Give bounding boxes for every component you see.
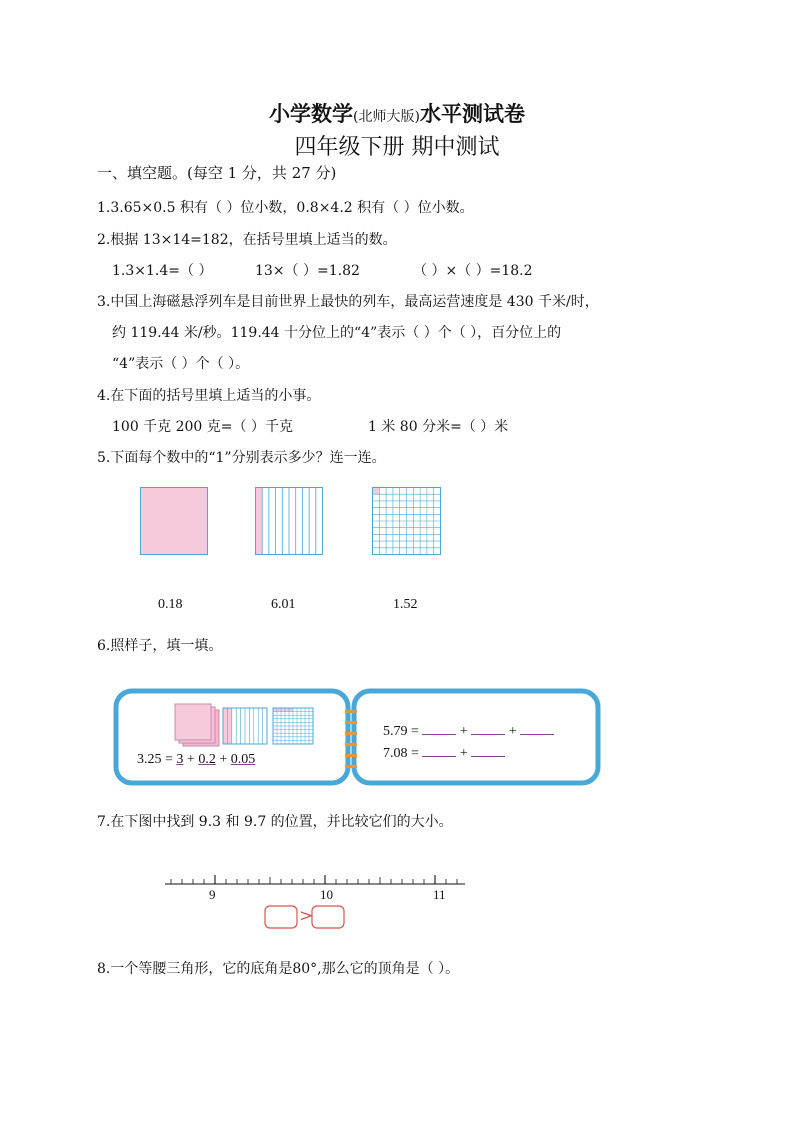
task-1-eq: =: [411, 724, 419, 739]
greater-than-sign: >: [299, 906, 314, 926]
question-8: 8.一个等腰三角形，它的底角是80°,那么它的顶角是（ ）。: [97, 961, 460, 977]
tick-label-9: 9: [209, 887, 216, 902]
question-1: 1.3.65×0.5 积有（ ）位小数，0.8×4.2 积有（ ）位小数。: [97, 200, 474, 216]
example-hundredth-fill: [273, 708, 293, 712]
number-line: [160, 872, 470, 932]
hundredth-fill: [373, 488, 380, 495]
tenth-fill: [256, 488, 263, 555]
question-4: 4.在下面的括号里填上适当的小事。: [97, 388, 321, 404]
pink-square-figure: [140, 487, 210, 557]
question-2-item-2: 13×（ ）=1.82: [255, 263, 360, 279]
task-2-equation: [383, 746, 505, 762]
task-2-plus-1: +: [459, 746, 468, 761]
example-plus-2: +: [219, 752, 228, 767]
example-equation: [137, 752, 255, 768]
task-1-equation: [383, 724, 554, 740]
task-1-blank-2[interactable]: [471, 734, 505, 735]
number-option-1: 0.18: [158, 597, 183, 612]
question-3-line-2: 约 119.44 米/秒。119.44 十分位上的“4”表示（ ）个（ ），百分位上的: [112, 325, 562, 341]
task-1-blank-3[interactable]: [520, 734, 554, 735]
task-2-eq: =: [411, 746, 419, 761]
task-2-blank-1[interactable]: [422, 756, 456, 757]
question-7: 7.在下图中找到 9.3 和 9.7 的位置，并比较它们的大小。: [97, 814, 453, 830]
task-1-plus-2: +: [508, 724, 517, 739]
hundredths-grid-figure: [372, 487, 444, 557]
page-subtitle: 四年级下册 期中测试: [294, 135, 500, 160]
example-a: 3: [176, 752, 184, 767]
number-option-3: 1.52: [393, 597, 418, 612]
task-1-plus-1: +: [459, 724, 468, 739]
question-2-item-1: 1.3×1.4=（ ）: [112, 263, 213, 279]
section-heading: 一、填空题。(每空 1 分，共 27 分): [97, 164, 337, 182]
number-option-2: 6.01: [271, 597, 296, 612]
example-plus-1: +: [186, 752, 195, 767]
question-6: 6.照样子，填一填。: [97, 638, 223, 654]
task-2-blank-2[interactable]: [471, 756, 505, 757]
title-part-a: 小学数学: [269, 101, 354, 126]
task-1-blank-1[interactable]: [422, 734, 456, 735]
example-lhs: 3.25: [137, 752, 162, 767]
question-3-line-3: “4”表示（ ）个（ ）。: [112, 356, 250, 372]
question-2-item-3: （ ）×（ ）=18.2: [413, 263, 533, 279]
task-1-lhs: 5.79: [383, 724, 408, 739]
question-4-item-2: 1 米 80 分米=（ ）米: [368, 419, 509, 435]
question-5: 5.下面每个数中的“1”分别表示多少？连一连。: [97, 450, 386, 466]
tick-label-10: 10: [320, 887, 333, 902]
tenths-strip-figure: [255, 487, 325, 557]
tick-label-11: 11: [433, 887, 446, 902]
title-part-c: 水平测试卷: [419, 101, 525, 126]
title-part-b: (北师大版): [353, 109, 420, 125]
task-2-lhs: 7.08: [383, 746, 408, 761]
example-eq: =: [165, 752, 173, 767]
example-c: 0.05: [230, 752, 256, 767]
question-2: 2.根据 13×14=182，在括号里填上适当的数。: [97, 232, 397, 248]
question-3-line-1: 3.中国上海磁悬浮列车是目前世界上最快的列车，最高运营速度是 430 千米/时，: [97, 294, 599, 310]
page-title: [0, 98, 794, 128]
question-4-item-1: 100 千克 200 克=（ ）千克: [112, 419, 293, 435]
example-b: 0.2: [198, 752, 216, 767]
